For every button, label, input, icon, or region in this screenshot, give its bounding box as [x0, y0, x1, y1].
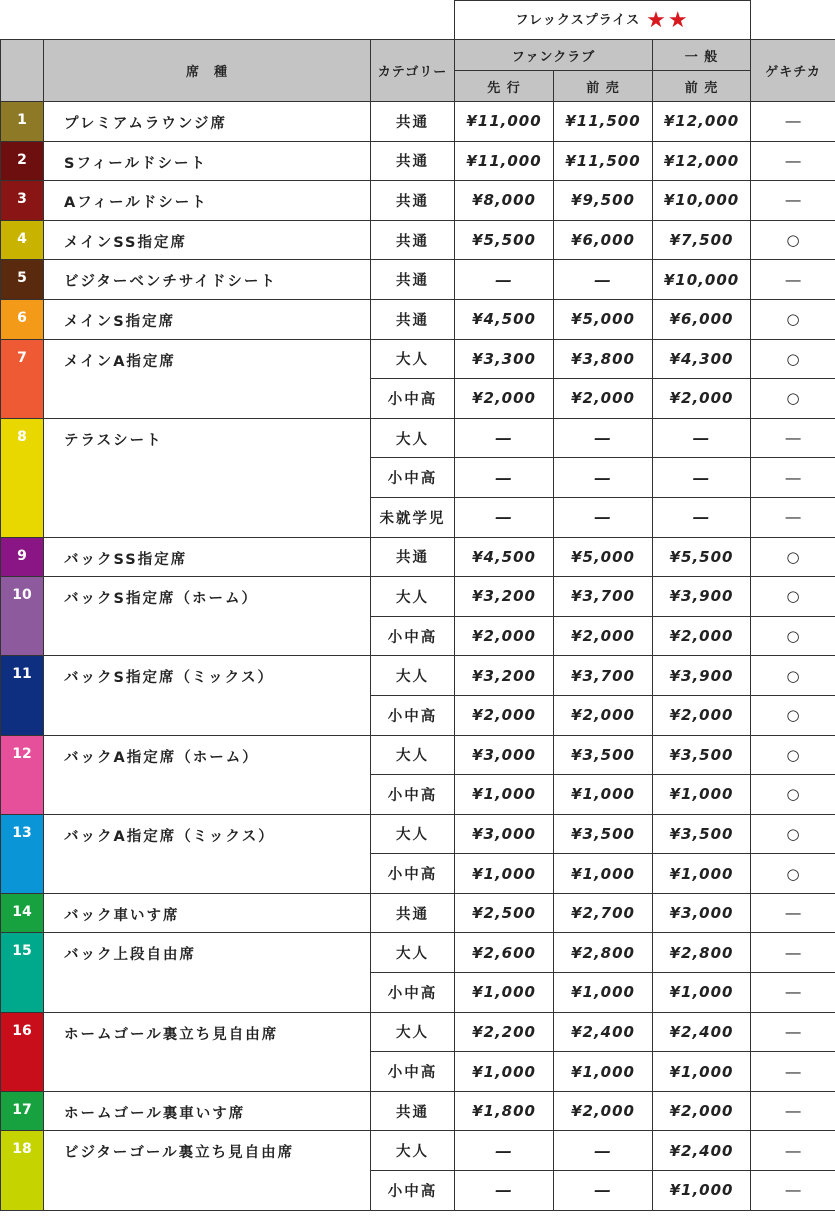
presale-fc-price: ― [554, 418, 653, 458]
table-row [1, 339, 835, 379]
seat-number [1, 656, 44, 735]
seat-number [1, 1131, 44, 1210]
seat-number-label: 13 [12, 824, 32, 841]
seat-name-label: Aフィールドシート [64, 195, 208, 212]
seat-name [44, 181, 371, 221]
gekichika-mark: ― [751, 973, 835, 1013]
table-row [1, 260, 835, 300]
presale-general-price: ¥6,000 [653, 299, 751, 339]
seat-name [44, 933, 371, 1012]
category-cell: 小中高 [371, 775, 455, 815]
seat-name [44, 220, 371, 260]
seat-name-label: バック上段自由席 [64, 947, 196, 964]
category-cell: 大人 [371, 418, 455, 458]
seat-number [1, 933, 44, 1012]
seat-name-label: メインA指定席 [64, 353, 176, 370]
category-cell: 共通 [371, 1091, 455, 1131]
advance-price: ¥2,500 [455, 893, 554, 933]
table-row [1, 814, 835, 854]
seat-number-label: 8 [17, 428, 27, 445]
presale-fc-price: ¥5,000 [554, 299, 653, 339]
category-cell: 共通 [371, 220, 455, 260]
category-cell: 共通 [371, 102, 455, 142]
presale-fc-price: ¥2,000 [554, 379, 653, 419]
advance-price: ― [455, 1171, 554, 1211]
presale-fc-price: ¥2,400 [554, 1012, 653, 1052]
presale-general-price: ¥5,500 [653, 537, 751, 577]
category-cell: 小中高 [371, 379, 455, 419]
table-row [1, 102, 835, 142]
category-cell: 共通 [371, 181, 455, 221]
seat-name-label: ホームゴール裏立ち見自由席 [64, 1026, 279, 1043]
seat-name [44, 1012, 371, 1091]
seat-number [1, 339, 44, 418]
gekichika-mark: ― [751, 1091, 835, 1131]
seat-number [1, 102, 44, 142]
presale-general-price: ¥2,400 [653, 1131, 751, 1171]
advance-price: ― [455, 497, 554, 537]
advance-price: ¥1,000 [455, 973, 554, 1013]
number-header [1, 40, 44, 102]
presale-fc-header: 前 売 [554, 71, 653, 102]
advance-price: ― [455, 418, 554, 458]
seat-number [1, 1012, 44, 1091]
presale-fc-price: ― [554, 1131, 653, 1171]
seat-name-label: バックS指定席（ホーム） [64, 591, 258, 608]
advance-price: ¥11,000 [455, 102, 554, 142]
seat-name [44, 102, 371, 142]
presale-general-price: ¥1,000 [653, 973, 751, 1013]
table-row [1, 1012, 835, 1052]
table-row [1, 220, 835, 260]
presale-general-price: ¥2,800 [653, 933, 751, 973]
advance-price: ¥3,200 [455, 577, 554, 617]
category-cell: 小中高 [371, 854, 455, 894]
presale-general-price: ¥3,900 [653, 656, 751, 696]
gekichika-mark: ○ [751, 299, 835, 339]
presale-general-price: ― [653, 418, 751, 458]
advance-price: ¥2,000 [455, 379, 554, 419]
gekichika-mark: ― [751, 141, 835, 181]
category-cell: 共通 [371, 260, 455, 300]
presale-general-price: ¥3,900 [653, 577, 751, 617]
presale-general-price: ¥4,300 [653, 339, 751, 379]
category-cell: 大人 [371, 1012, 455, 1052]
seat-number-label: 14 [12, 903, 32, 920]
seat-name [44, 735, 371, 814]
gekichika-mark: ○ [751, 537, 835, 577]
seat-name [44, 299, 371, 339]
category-cell: 共通 [371, 893, 455, 933]
seat-number-label: 18 [12, 1141, 32, 1158]
presale-fc-price: ¥11,500 [554, 141, 653, 181]
category-cell: 小中高 [371, 973, 455, 1013]
seat-name-label: バックSS指定席 [64, 551, 188, 568]
category-cell: 大人 [371, 1131, 455, 1171]
category-cell: 共通 [371, 141, 455, 181]
advance-price: ¥2,600 [455, 933, 554, 973]
seat-number-label: 10 [12, 587, 32, 604]
price-table-body [1, 102, 835, 1211]
gekichika-mark: ○ [751, 735, 835, 775]
seat-name-label: Sフィールドシート [64, 155, 207, 172]
category-cell: 小中高 [371, 1171, 455, 1211]
seat-number [1, 220, 44, 260]
presale-fc-price: ¥11,500 [554, 102, 653, 142]
gekichika-mark: ― [751, 933, 835, 973]
general-header: 一 般 [653, 40, 751, 71]
presale-fc-price: ― [554, 260, 653, 300]
seat-number-label: 4 [17, 230, 27, 247]
category-cell: 大人 [371, 735, 455, 775]
seat-name-label: テラスシート [64, 432, 163, 449]
presale-fc-price: ¥1,000 [554, 1052, 653, 1092]
category-cell: 小中高 [371, 616, 455, 656]
header-spacer-right [751, 1, 835, 40]
advance-price: ¥3,000 [455, 814, 554, 854]
seat-number-label: 17 [12, 1101, 32, 1118]
advance-price: ¥8,000 [455, 181, 554, 221]
category-header: カテゴリー [371, 40, 455, 102]
category-cell: 共通 [371, 299, 455, 339]
presale-fc-price: ¥6,000 [554, 220, 653, 260]
category-cell: 小中高 [371, 695, 455, 735]
seat-name-label: メインSS指定席 [64, 234, 187, 251]
seat-number-label: 5 [17, 270, 27, 287]
seat-name-label: ホームゴール裏車いす席 [64, 1105, 246, 1122]
seat-name-label: プレミアムラウンジ席 [64, 116, 228, 132]
gekichika-mark: ○ [751, 656, 835, 696]
seat-number [1, 735, 44, 814]
seat-name [44, 339, 371, 418]
table-row [1, 299, 835, 339]
seat-name-label: ビジターベンチサイドシート [64, 274, 277, 291]
seat-name [44, 1091, 371, 1131]
table-row [1, 656, 835, 696]
flex-price-header [455, 1, 751, 40]
advance-header: 先 行 [455, 71, 554, 102]
presale-general-price: ¥3,500 [653, 735, 751, 775]
gekichika-header: ゲキチカ [751, 40, 835, 102]
table-row [1, 181, 835, 221]
seat-name [44, 1131, 371, 1210]
presale-fc-price: ¥3,500 [554, 814, 653, 854]
category-cell: 小中高 [371, 458, 455, 498]
gekichika-mark: ― [751, 458, 835, 498]
gekichika-mark: ○ [751, 220, 835, 260]
seat-name [44, 893, 371, 933]
presale-general-price: ¥2,000 [653, 379, 751, 419]
gekichika-mark: ○ [751, 854, 835, 894]
seat-name [44, 537, 371, 577]
advance-price: ― [455, 260, 554, 300]
category-cell: 小中高 [371, 1052, 455, 1092]
seat-name [44, 141, 371, 181]
gekichika-mark: ○ [751, 616, 835, 656]
gekichika-mark: ― [751, 181, 835, 221]
category-cell: 大人 [371, 814, 455, 854]
gekichika-mark: ○ [751, 339, 835, 379]
presale-fc-price: ¥2,000 [554, 695, 653, 735]
presale-general-price: ¥2,000 [653, 1091, 751, 1131]
advance-price: ¥1,000 [455, 775, 554, 815]
gekichika-mark: ○ [751, 775, 835, 815]
seat-number [1, 893, 44, 933]
advance-price: ¥11,000 [455, 141, 554, 181]
presale-fc-price: ¥5,000 [554, 537, 653, 577]
advance-price: ¥2,000 [455, 695, 554, 735]
presale-fc-price: ― [554, 1171, 653, 1211]
seat-number [1, 260, 44, 300]
gekichika-mark: ― [751, 1012, 835, 1052]
table-row [1, 933, 835, 973]
seat-name [44, 656, 371, 735]
gekichika-mark: ― [751, 418, 835, 458]
seat-name [44, 577, 371, 656]
seat-name-label: バックA指定席（ミックス） [64, 828, 275, 845]
advance-price: ― [455, 1131, 554, 1171]
category-cell: 共通 [371, 537, 455, 577]
gekichika-mark: ― [751, 1052, 835, 1092]
presale-general-price: ¥1,000 [653, 854, 751, 894]
gekichika-mark: ― [751, 1171, 835, 1211]
advance-price: ¥4,500 [455, 537, 554, 577]
presale-fc-price: ― [554, 497, 653, 537]
seat-number [1, 418, 44, 537]
presale-fc-price: ¥2,700 [554, 893, 653, 933]
presale-general-price: ¥12,000 [653, 141, 751, 181]
presale-general-price: ¥2,000 [653, 616, 751, 656]
presale-fc-price: ¥3,700 [554, 577, 653, 617]
gekichika-mark: ○ [751, 814, 835, 854]
seat-name-label: バック車いす席 [64, 907, 180, 924]
seat-number [1, 814, 44, 893]
advance-price: ¥2,200 [455, 1012, 554, 1052]
gekichika-mark: ― [751, 102, 835, 142]
seat-number [1, 299, 44, 339]
table-row [1, 418, 835, 458]
table-row [1, 1091, 835, 1131]
seat-number-label: 11 [12, 666, 32, 683]
gekichika-mark: ― [751, 1131, 835, 1171]
advance-price: ¥4,500 [455, 299, 554, 339]
advance-price: ¥1,000 [455, 1052, 554, 1092]
advance-price: ¥3,000 [455, 735, 554, 775]
seat-number-label: 3 [17, 191, 27, 208]
seat-number-label: 12 [12, 745, 32, 762]
table-row [1, 1131, 835, 1171]
gekichika-mark: ○ [751, 695, 835, 735]
presale-fc-price: ¥2,800 [554, 933, 653, 973]
gekichika-mark: ○ [751, 379, 835, 419]
presale-general-price: ¥1,000 [653, 775, 751, 815]
fan-club-header: ファンクラブ [455, 40, 653, 71]
table-row [1, 893, 835, 933]
category-cell: 大人 [371, 577, 455, 617]
seat-name [44, 814, 371, 893]
presale-general-price: ¥10,000 [653, 181, 751, 221]
advance-price: ¥3,200 [455, 656, 554, 696]
presale-general-price: ¥12,000 [653, 102, 751, 142]
advance-price: ¥1,000 [455, 854, 554, 894]
gekichika-mark: ― [751, 260, 835, 300]
star-icon: ★★ [646, 7, 690, 33]
presale-general-header: 前 売 [653, 71, 751, 102]
seat-number-label: 7 [17, 349, 27, 366]
advance-price: ¥1,800 [455, 1091, 554, 1131]
category-cell: 大人 [371, 656, 455, 696]
presale-fc-price: ¥9,500 [554, 181, 653, 221]
seat-number [1, 181, 44, 221]
advance-price: ¥5,500 [455, 220, 554, 260]
seat-number-label: 15 [12, 943, 32, 960]
seat-name [44, 260, 371, 300]
seat-number-label: 2 [17, 151, 27, 168]
presale-fc-price: ¥2,000 [554, 616, 653, 656]
seat-number-label: 9 [17, 547, 27, 564]
presale-fc-price: ¥3,500 [554, 735, 653, 775]
table-row [1, 735, 835, 775]
presale-general-price: ¥2,000 [653, 695, 751, 735]
seat-number-label: 16 [12, 1022, 32, 1039]
category-cell: 大人 [371, 339, 455, 379]
presale-general-price: ― [653, 497, 751, 537]
seat-name-label: バックA指定席（ホーム） [64, 749, 259, 766]
presale-fc-price: ¥1,000 [554, 973, 653, 1013]
header-spacer [1, 1, 455, 40]
table-row [1, 537, 835, 577]
presale-general-price: ¥1,000 [653, 1171, 751, 1211]
category-cell: 未就学児 [371, 497, 455, 537]
presale-fc-price: ¥2,000 [554, 1091, 653, 1131]
table-row [1, 141, 835, 181]
presale-general-price: ¥10,000 [653, 260, 751, 300]
presale-fc-price: ¥1,000 [554, 775, 653, 815]
seat-name-label: メインS指定席 [64, 313, 176, 330]
presale-fc-price: ― [554, 458, 653, 498]
seat-type-header: 席 種 [44, 40, 371, 102]
seat-name [44, 418, 371, 537]
presale-general-price: ¥2,400 [653, 1012, 751, 1052]
seat-number [1, 141, 44, 181]
seat-name-label: バックS指定席（ミックス） [64, 670, 275, 687]
seat-number [1, 1091, 44, 1131]
gekichika-mark: ― [751, 893, 835, 933]
seat-number [1, 537, 44, 577]
seat-number-label: 1 [17, 112, 27, 128]
seat-name-label: ビジターゴール裏立ち見自由席 [64, 1145, 295, 1162]
advance-price: ¥2,000 [455, 616, 554, 656]
presale-general-price: ¥7,500 [653, 220, 751, 260]
gekichika-mark: ○ [751, 577, 835, 617]
flex-price-label: フレックスプライス [515, 12, 641, 28]
presale-fc-price: ¥3,700 [554, 656, 653, 696]
presale-general-price: ¥3,500 [653, 814, 751, 854]
presale-general-price: ¥1,000 [653, 1052, 751, 1092]
presale-fc-price: ¥1,000 [554, 854, 653, 894]
advance-price: ¥3,300 [455, 339, 554, 379]
seat-number-label: 6 [17, 309, 27, 326]
presale-fc-price: ¥3,800 [554, 339, 653, 379]
seat-number [1, 577, 44, 656]
category-cell: 大人 [371, 933, 455, 973]
advance-price: ― [455, 458, 554, 498]
gekichika-mark: ― [751, 497, 835, 537]
table-row [1, 577, 835, 617]
presale-general-price: ¥3,000 [653, 893, 751, 933]
presale-general-price: ― [653, 458, 751, 498]
